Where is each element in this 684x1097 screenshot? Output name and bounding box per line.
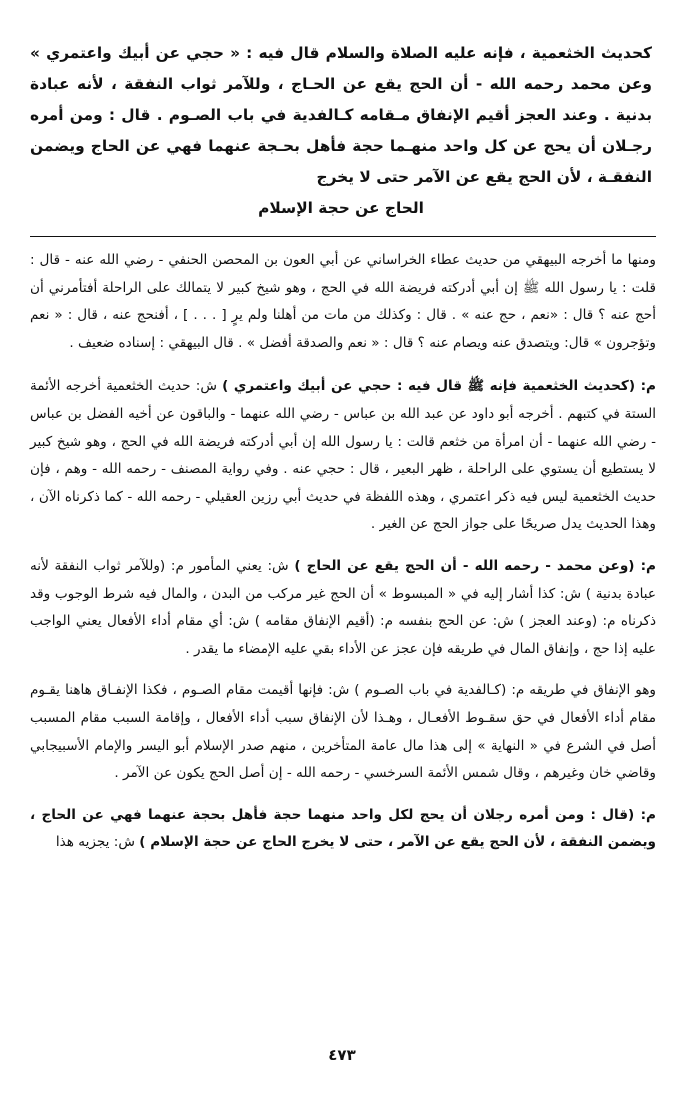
commentary-quote: م: (قال : ومن أمره رجلان أن يحج لكل واحد منهما حجة فأهل بحجة عنهما فهي عن الحاج ، ويضمن النفقة ، لأن الحج يقع عن الآمر ، حتى لا يخرج الحاج عن حجة الإسلام ) bbox=[30, 806, 656, 851]
commentary-text: وهو الإنفاق في طريقه م: (كـالفدية في باب الصـوم ) ش: فإنها أقيمت مقام الصـوم ، فكذا الإنفـاق هاهنا يقـوم مقام أداء الأفعال في حق سقـوط الأفعـال ، وهـذا لأن الإنفاق سبب أداء الأفعال ، وإقامة السبب مقام المسبب أصل في الشرع في « النهاية » إلى هذا مال عامة المتأخرين ، منهم صدر الإسلام أبو اليسر والإمام الأسبيجابي وقاضي خان وغيرهم ، وقال شمس الأئمة السرخسي - رحمه الله - إن أصل الحج يكون عن الآمر . bbox=[30, 682, 656, 782]
commentary-quote: م: (وعن محمد - رحمه الله - أن الحج يقع عن الحاج ) bbox=[294, 557, 656, 574]
commentary-paragraph-2 bbox=[30, 553, 656, 663]
commentary-text: ش: حديث الخثعمية أخرجه الأئمة الستة في كتبهم . أخرجه أبو داود عن عبد الله بن عباس - رضي الله عنهما - والباقون عن أخيه الفضل بن عباس - رضي الله عنهما - أن امرأة من خثعم قالت : يا رسول الله إن أبي أدركته فريضة الله في الحج ، وهو شيخ كبير لا يستطيع أن يستوي على الراحلة ، ظهر البعير ، قال : حجي عنه . وفي رواية المصنف - رحمه الله - وهم ، فإن حديث الخثعمية ليس فيه ذكر اعتمري ، وهذه اللفظة في حديث أبي رزين العقيلي - رحمه الله - كما ذكرناه الآن ، وهذا الحديث يدل صريحًا على جواز الحج عن الغير . bbox=[30, 378, 656, 533]
commentary-paragraph-3 bbox=[30, 677, 656, 787]
page-number: ٤٧٣ bbox=[328, 1046, 356, 1064]
commentary-text: ش: يجزيه هذا bbox=[55, 834, 140, 851]
matn-text: كحديث الخثعمية ، فإنه عليه الصلاة والسلام قال فيه : « حجي عن أبيك واعتمري » وعن محمد رحمه الله - أن الحج يقع عن الحـاج ، وللآمر ثواب النفقة ، لأنه عبادة بدنية . وعند العجز أقيم الإنفاق مـقامه كـالفدية في باب الصـوم . قال : ومن أمره رجـلان أن يحج عن كل واحد منهـما حجة فأهل بحـجة عنهما فهي عن الحاج ويضمن النفقـة ، لأن الحج يقع عن الآمر حتى لا يخرج bbox=[30, 44, 652, 186]
footnote: ومنها ما أخرجه البيهقي من حديث عطاء الخراساني عن أبي العون بن المحصن الحنفي - رضي الله عنه - قال : قلت : يا رسول الله ﷺ إن أبي أدركته فريضة الله في الحج ، وهو شيخ كبير لا يتمالك على الراحلة أفتأمرني أن أحج عنه ؟ قال : «نعم ، حج عنه » . قال : وكذلك من مات من أهلنا ولم يرٍ [ . . . ] ، أفنحج عنه ، قال : « نعم وتؤجرون » قال: ويتصدق عنه ويصام عنه ؟ قال : « نعم والصدقة أفضل » . قال البيهقي : إسناده ضعيف . bbox=[30, 252, 656, 351]
divider-rule bbox=[30, 236, 656, 237]
book-page bbox=[30, 38, 656, 871]
commentary-quote: م: (كحديث الخثعمية فإنه ﷺ قال فيه : حجي عن أبيك واعتمري ) bbox=[222, 378, 656, 395]
commentary-paragraph-1 bbox=[30, 373, 656, 539]
matn-last-line: الحاج عن حجة الإسلام bbox=[258, 199, 424, 217]
commentary-text: ش: يعني المأمور م: (وللآمر ثواب النفقة لأنه عبادة بدنية ) ش: كذا أشار إليه في « المبسوط » أن الحج غير مركب من البدن ، والمال فيه شرط الوجوب وقد ذكرناه م: (وعند العجز ) ش: عن الحج بنفسه م: (أقيم الإنفاق مقامه ) ش: أي مقام أداء الأفعال يعني الواجب عليه إذا حج ، وإنفاق المال في طريقه فإن عجز عن الأداء بقي عليه الإمضاء ما يقدر . bbox=[30, 557, 656, 657]
commentary-paragraph-4 bbox=[30, 802, 656, 857]
